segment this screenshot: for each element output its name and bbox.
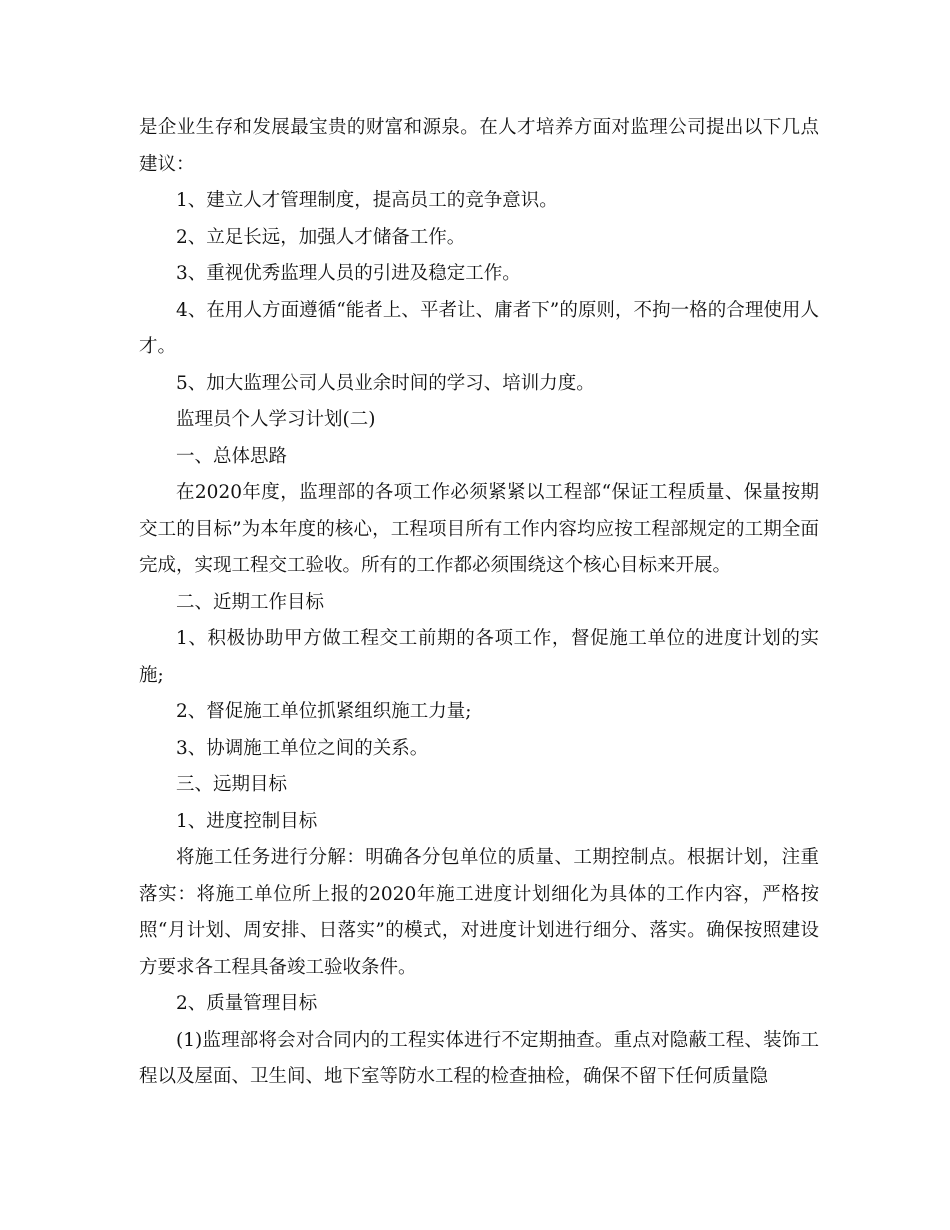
paragraph: 在2020年度，监理部的各项工作必须紧紧以工程部“保证工程质量、保量按期交工的目标”为本年度的核心，工程项目所有工作内容均应按工程部规定的工期全面完成，实现工程交工验收。所有的工作都必须围绕这个核心目标来开展。 xyxy=(139,482,819,576)
paragraph: 一、总体思路 xyxy=(176,445,288,467)
paragraph: 2、立足长远，加强人才储备工作。 xyxy=(176,226,466,248)
paragraph: 是企业生存和发展最宝贵的财富和源泉。在人才培养方面对监理公司提出以下几点建议： xyxy=(139,117,819,175)
paragraph: 3、重视优秀监理人员的引进及稳定工作。 xyxy=(176,263,521,284)
paragraph: 将施工任务进行分解：明确各分包单位的质量、工期控制点。根据计划，注重落实：将施工单位所上报的2020年施工进度计划细化为具体的工作内容，严格按照“月计划、周安排、日落实”的模式，对进度计划进行细分、落实。确保按照建设方要求各工程具备竣工验收条件。 xyxy=(139,847,819,978)
paragraph: 3、协调施工单位之间的关系。 xyxy=(176,737,429,759)
document-body xyxy=(139,110,819,1096)
paragraph: (1)监理部将会对合同内的工程实体进行不定期抽查。重点对隐蔽工程、装饰工程以及屋面、卫生间、地下室等防水工程的检查抽检，确保不留下任何质量隐 xyxy=(139,1029,819,1087)
paragraph: 2、督促施工单位抓紧组织施工力量; xyxy=(176,701,472,722)
paragraph: 1、进度控制目标 xyxy=(176,810,318,832)
paragraph: 4、在用人方面遵循“能者上、平者让、庸者下”的原则，不拘一格的合理使用人才。 xyxy=(139,299,819,357)
paragraph: 5、加大监理公司人员业余时间的学习、培训力度。 xyxy=(176,372,595,394)
paragraph: 2、质量管理目标 xyxy=(176,993,318,1014)
paragraph: 三、远期目标 xyxy=(176,774,288,795)
paragraph: 1、积极协助甲方做工程交工前期的各项工作，督促施工单位的进度计划的实施; xyxy=(139,628,819,686)
paragraph: 1、建立人才管理制度，提高员工的竞争意识。 xyxy=(176,190,558,211)
paragraph: 监理员个人学习计划(二) xyxy=(176,409,376,430)
paragraph: 二、近期工作目标 xyxy=(176,591,325,613)
